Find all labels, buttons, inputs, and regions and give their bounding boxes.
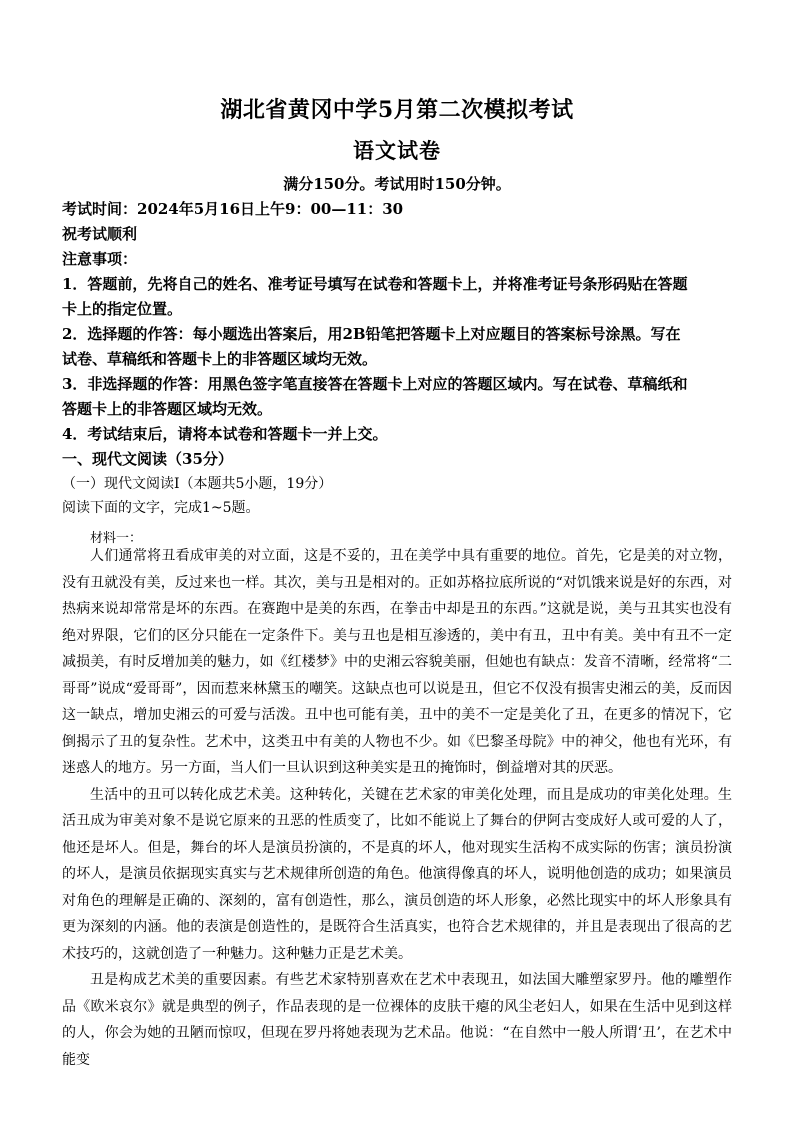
note-line: 3．非选择题的作答：用黑色签字笔直接答在答题卡上对应的答题区域内。写在试卷、草稿纸和	[62, 375, 688, 393]
note-line: 4．考试结束后，请将本试卷和答题卡一并上交。	[62, 425, 388, 443]
paper-subtitle: 语文试卷	[353, 138, 441, 163]
note-line: 试卷、草稿纸和答题卡上的非答题区域均无效。	[62, 350, 378, 368]
passage-paragraph: 丑是构成艺术美的重要因素。有些艺术家特别喜欢在艺术中表现丑，如法国大雕塑家罗丹。他的雕塑作品《欧米哀尔》就是典型的例子，作品表现的是一位裸体的皮肤干瘪的风尘老妇人，如果在生活中见到这样的人，你会为她的丑陋而惊叹，但现在罗丹将她表现为艺术品。他说：“在自然中一般人所谓‘丑’，在艺术中能变	[62, 972, 732, 1068]
note-line: 1．答题前，先将自己的姓名、准考证号填写在试卷和答题卡上，并将准考证号条形码贴在答题	[62, 275, 688, 293]
passage-paragraph: 人们通常将丑看成审美的对立面，这是不妥的，丑在美学中具有重要的地位。首先，它是美的对立物，没有丑就没有美，反过来也一样。其次，美与丑是相对的。正如苏格拉底所说的“对饥饿来说是好的东西，对热病来说却常常是坏的东西。在赛跑中是美的东西，在拳击中却是丑的东西。”这就是说，美与丑其实也没有绝对界限，它们的区分只能在一定条件下。美与丑也是相互渗透的，美中有丑，丑中有美。美中有丑不一定减损美，有时反增加美的魅力，如《红楼梦》中的史湘云容貌美丽，但她也有缺点：发音不清晰，经常将“二哥哥”说成“爱哥哥”，因而惹来林黛玉的嘲笑。这缺点也可以说是丑，但它不仅没有损害史湘云的美，反而因这一缺点，增加史湘云的可爱与活泼。丑中也可能有美，丑中的美不一定是美化了丑，在更多的情况下，它倒揭示了丑的复杂性。艺术中，这类丑中有美的人物也不少。如《巴黎圣母院》中的神父，他也有光环，有迷惑人的地方。另一方面，当人们一旦认识到这种美实是丑的掩饰时，倒益增对其的厌恶。	[62, 548, 732, 776]
wish-line: 祝考试顺利	[62, 225, 138, 243]
material-label: 材料一：	[90, 531, 143, 546]
passage-paragraph: 生活中的丑可以转化成艺术美。这种转化，关键在艺术家的审美化处理，而且是成功的审美化处理。生活丑成为审美对象不是说它原来的丑恶的性质变了，比如不能说上了舞台的伊阿古变成好人或可爱的人了，他还是坏人。但是，舞台的坏人是演员扮演的，不是真的坏人，他对现实生活构不成实际的伤害；演员扮演的坏人，是演员依据现实真实与艺术规律所创造的角色。他演得像真的坏人，说明他创造的成功；如果演员对角色的理解是正确的、深刻的，富有创造性，那么，演员创造的坏人形象，必然比现实中的坏人形象具有更为深刻的内涵。他的表演是创造性的，是既符合生活真实，也符合艺术规律的，并且是表现出了很高的艺术技巧的，这就创造了一种魅力。这种魅力正是艺术美。	[62, 786, 732, 962]
note-line: 卡上的指定位置。	[62, 300, 183, 318]
exam-title: 湖北省黄冈中学5月第二次模拟考试	[220, 97, 574, 123]
note-line: 答题卡上的非答题区域均无效。	[62, 400, 273, 418]
section-subheading: （一）现代文阅读Ⅰ（本题共5小题，19分）	[62, 476, 333, 492]
exam-time-line: 考试时间：2024年5月16日上午9：00—11：30	[62, 200, 404, 218]
note-line: 2．选择题的作答：每小题选出答案后，用2B铅笔把答题卡上对应题目的答案标号涂黑。写在	[62, 325, 681, 343]
reading-instruction: 阅读下面的文字，完成1~5题。	[62, 500, 260, 516]
score-time-line: 满分150分。考试用时150分钟。	[283, 175, 511, 193]
section-heading: 一、现代文阅读（35分）	[62, 450, 233, 468]
notes-title: 注意事项：	[62, 250, 138, 268]
passage	[62, 543, 732, 1073]
